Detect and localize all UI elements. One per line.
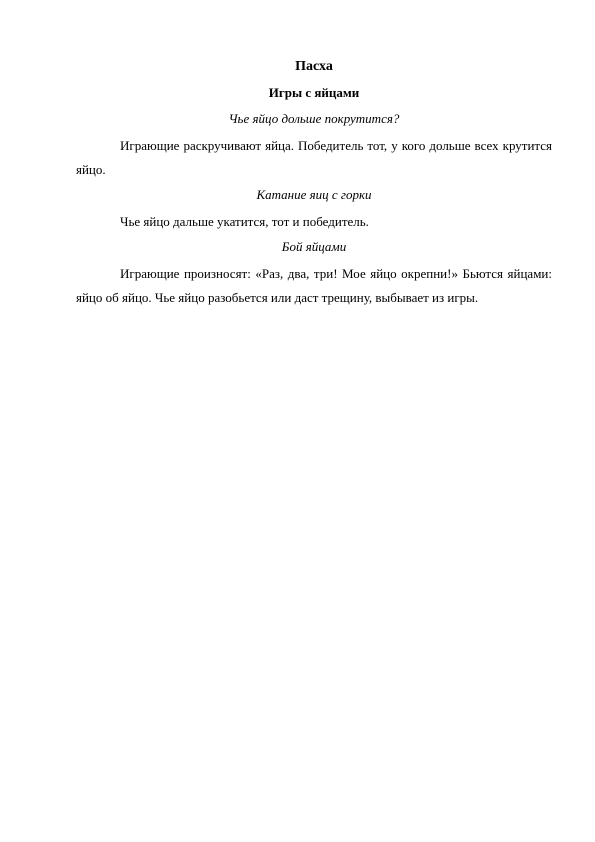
section-heading-egg-fight: Бой яйцами xyxy=(281,239,347,254)
document-title: Пасха xyxy=(295,59,333,74)
section-heading-spin: Чье яйцо дольше покрутится? xyxy=(228,111,400,126)
section-heading-rolling: Катание яиц с горки xyxy=(256,187,372,202)
section-text-spin: Играющие раскручивают яйца. Победитель тот, у кого дольше всех крутится яйцо. xyxy=(76,138,552,177)
document-body xyxy=(76,58,552,314)
document-subtitle: Игры с яйцами xyxy=(268,85,360,100)
section-text-egg-fight: Играющие произносят: «Раз, два, три! Мое яйцо окрепни!» Бьются яйцами: яйцо об яйцо. Чье яйцо разобьется или даст трещину, выбывает из игры. xyxy=(76,266,552,305)
section-text-rolling: Чье яйцо дальше укатится, тот и победитель. xyxy=(120,214,369,229)
